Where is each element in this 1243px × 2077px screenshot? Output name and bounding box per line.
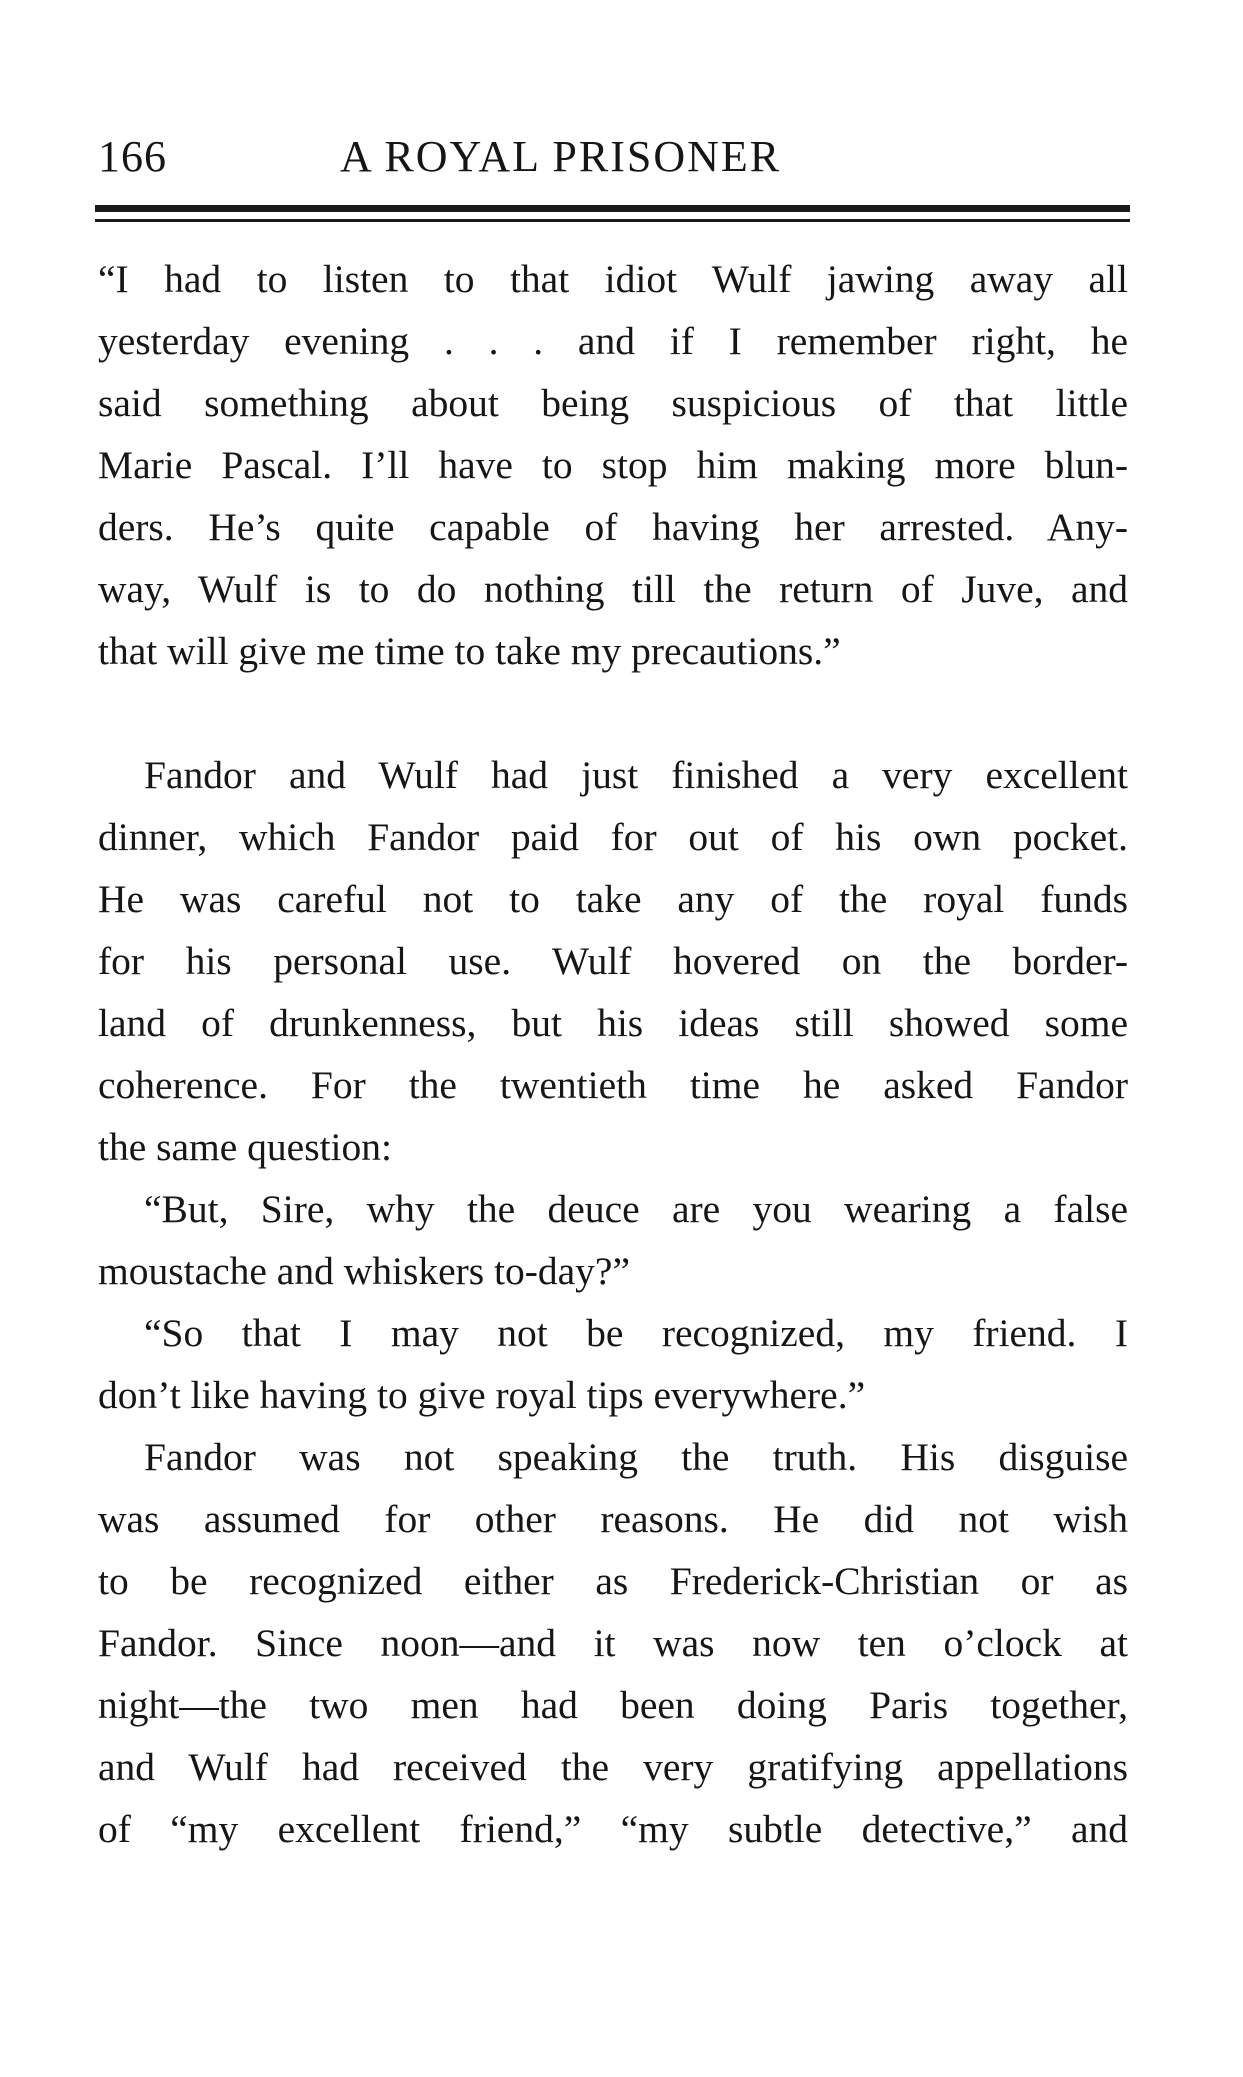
text-line: Fandor. Since noon—and it was now ten o’clock at	[98, 1621, 1128, 1665]
page-number: 166	[98, 132, 167, 181]
text-line: of “my excellent friend,” “my subtle detective,” and	[98, 1807, 1128, 1851]
text-line: Fandor was not speaking the truth. His disguise	[144, 1435, 1128, 1479]
text-line: ders. He’s quite capable of having her arrested. Any-	[98, 505, 1128, 549]
text-line: don’t like having to give royal tips everywhere.”	[98, 1373, 866, 1417]
text-line: “But, Sire, why the deuce are you wearing a false	[144, 1187, 1128, 1231]
header-rule-thick	[95, 205, 1130, 212]
text-line: coherence. For the twentieth time he asked Fandor	[98, 1063, 1128, 1107]
text-line: He was careful not to take any of the royal funds	[98, 877, 1128, 921]
text-line: yesterday evening . . . and if I remember right, he	[98, 319, 1128, 363]
header-rule-thin	[95, 219, 1130, 222]
text-line: the same question:	[98, 1125, 392, 1169]
running-title: A ROYAL PRISONER	[340, 132, 782, 181]
text-line: was assumed for other reasons. He did not wish	[98, 1497, 1128, 1541]
text-line: Marie Pascal. I’ll have to stop him making more blun-	[98, 443, 1128, 487]
text-line: moustache and whiskers to-day?”	[98, 1249, 630, 1293]
text-line: way, Wulf is to do nothing till the return of Juve, and	[98, 567, 1128, 611]
page-header	[98, 131, 1128, 191]
body-text	[98, 248, 1128, 1860]
text-line: “So that I may not be recognized, my friend. I	[144, 1311, 1128, 1355]
text-line: night—the two men had been doing Paris together,	[98, 1683, 1128, 1727]
text-line: to be recognized either as Frederick-Christian or as	[98, 1559, 1128, 1603]
text-line: land of drunkenness, but his ideas still showed some	[98, 1001, 1128, 1045]
text-line: “I had to listen to that idiot Wulf jawing away all	[98, 257, 1128, 301]
section-break	[98, 682, 1128, 744]
text-line: dinner, which Fandor paid for out of his own pocket.	[98, 815, 1128, 859]
text-line: for his personal use. Wulf hovered on the border-	[98, 939, 1128, 983]
text-line: and Wulf had received the very gratifying appellations	[98, 1745, 1128, 1789]
text-line: that will give me time to take my precautions.”	[98, 629, 841, 673]
text-line: Fandor and Wulf had just finished a very excellent	[144, 753, 1128, 797]
text-line: said something about being suspicious of that little	[98, 381, 1128, 425]
